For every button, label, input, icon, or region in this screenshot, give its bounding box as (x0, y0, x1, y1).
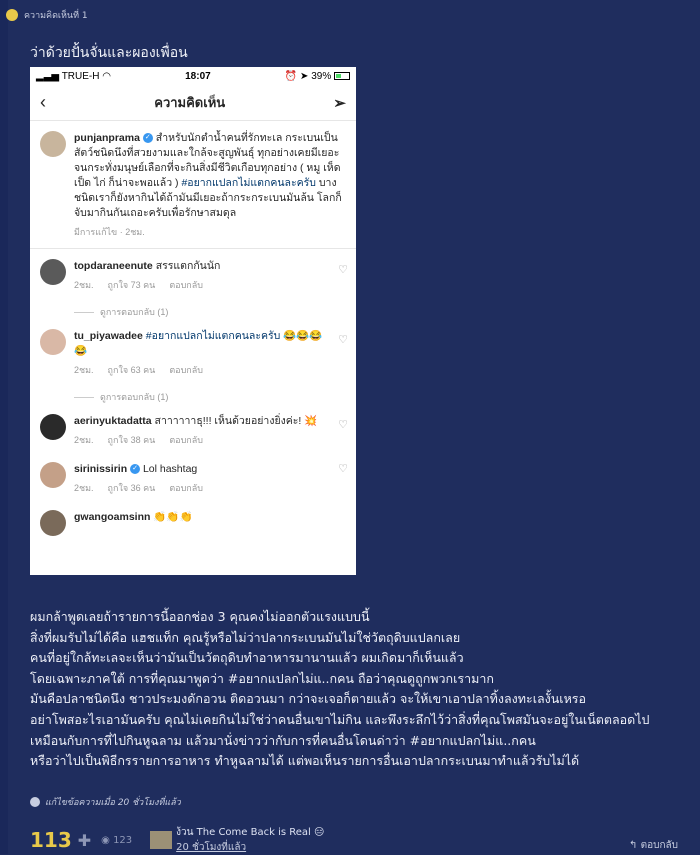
body-line: อย่าโพสอะไรเอามันครับ คุณไม่เคยกินไม่ใช่ว่าคนอื่นเขาไม่กิน และพึงระลึกไว้ว่าสิ่งที่คุณโพสมันจะอยู่ในเน็ตตลอดไป (30, 711, 650, 727)
reply-button[interactable] (629, 838, 678, 853)
avatar-icon (6, 9, 18, 21)
avatar (40, 462, 66, 488)
comment-time: 2ชม. (74, 280, 94, 290)
comment-item (30, 249, 356, 293)
body-line: มันคือปลาชนิดนึง ชาวประมงดักอวน ติดอวนมา กว่าจะเจอก็ตายแล้ว จะให้เขาเอาปลาทิ้งลงทะเลงั้นเหรอ (30, 691, 587, 707)
comment-likes[interactable]: ถูกใจ 38 คน (107, 435, 156, 445)
battery-icon (334, 72, 350, 80)
body-line: หรือว่าไปเป็นพิธีกรรายการอาหาร ทำหูฉลามได้ แต่พอเห็นรายการอื่นเอาปลากระเบนมาทำแล้วรับไม่ได้ (30, 753, 580, 769)
back-icon[interactable]: ‹ (40, 92, 46, 112)
reply-icon: ↰ (629, 840, 638, 851)
nav-bar (30, 85, 356, 121)
signal-icon: ▂▃▅ (36, 70, 60, 82)
comment-likes[interactable]: ถูกใจ 73 คน (107, 280, 156, 290)
body-line: โดยเฉพาะภาคใต้ การที่คุณมาพูดว่า #อยากแปลกไม่แ..กคน ถือว่าคุณดูถูกพวกเรามาก (30, 670, 494, 686)
battery-level: 39% (311, 70, 332, 82)
comment-item (30, 496, 356, 536)
caption-meta: มีการแก้ไข · 2ชม. (74, 227, 145, 237)
comment-text: สรรแตกกันนัก (155, 260, 221, 272)
comment-user[interactable]: sirinissirin (74, 463, 128, 475)
caption-text-2: บางชนิดเราก็ยังหากินได้ถ้ามันมีเยอะถ้ากระกระเบนมันล้น โลกก็จับมากินกันเถอะครับเพื่อรักษาสมดุล (74, 177, 342, 219)
nav-title: ความคิดเห็น (154, 95, 226, 110)
body-line: ผมกล้าพูดเลยถ้ารายการนี้ออกช่อง 3 คุณคงไม่ออกตัวแรงแบบนี้ (30, 609, 370, 624)
comment-time: 2ชม. (74, 483, 94, 493)
avatar[interactable] (150, 831, 172, 849)
comment-item (30, 404, 356, 448)
avatar (40, 259, 66, 285)
body-line: คนที่อยู่ใกล้ทะเลจะเห็นว่ามันเป็นวัตถุดิบทำอาหารมานานแล้ว ผมเกิดมาก็เห็นแล้ว (30, 650, 464, 666)
vote-count-label: 123 (113, 834, 133, 846)
avatar (40, 131, 66, 157)
carrier: TRUE-H (61, 70, 100, 82)
comment-text: Lol hashtag (142, 463, 198, 475)
send-icon[interactable]: ➢ (333, 94, 346, 112)
avatar (40, 414, 66, 440)
comment-number: ความคิดเห็นที่ 1 (24, 11, 88, 21)
heart-icon[interactable]: ♡ (338, 419, 348, 431)
verified-icon: ✓ (143, 133, 153, 143)
plus-icon[interactable]: ✚ (77, 830, 92, 850)
status-bar (30, 67, 356, 85)
comment-likes[interactable]: ถูกใจ 63 คน (107, 365, 156, 375)
reply-button[interactable]: ตอบกลับ (169, 280, 203, 290)
heart-icon[interactable]: ♡ (338, 264, 348, 276)
comment-user[interactable]: aerinyuktadatta (74, 415, 152, 427)
caption (30, 121, 356, 240)
view-replies[interactable] (30, 378, 356, 404)
heart-icon[interactable]: ♡ (338, 334, 348, 346)
view-replies-label[interactable]: ดูการตอบกลับ (1) (100, 392, 169, 402)
comment-text: #อยากแปลกไม่แตกคนละครับ 😂😂😂😂 (74, 330, 323, 357)
comment-item (30, 319, 356, 378)
caption-hashtag[interactable]: #อยากแปลกไม่แตกคนละครับ (181, 177, 316, 189)
comment-item (30, 448, 356, 496)
author (150, 825, 324, 855)
body-line: เหมือนกับการที่ไปกินหูฉลาม แล้วมานั่งข่าวว่ากับการที่คนอื่นโดนด่าว่า #อยากแปลกไม่แ..กคน (30, 732, 536, 748)
body-line: สิ่งที่ผมรับไม่ได้คือ แฮชแท็ก คุณรู้หรือไม่ว่าปลากระเบนมันไม่ใช่วัตถุดิบแปลกเลย (30, 629, 461, 645)
author-time: 20 ชั่วโมงที่แล้ว (176, 842, 247, 853)
heart-icon[interactable]: ♡ (338, 463, 348, 475)
view-replies[interactable] (30, 293, 356, 319)
author-name[interactable]: ง้วน The Come Back is Real 😑 (176, 827, 325, 838)
comment-header (6, 8, 88, 22)
comment-user[interactable]: tu_piyawadee (74, 330, 143, 342)
comment-subtitle: ว่าด้วยปั้นจั่นและผองเพื่อน (30, 45, 188, 61)
vote-score: 113 (30, 828, 72, 852)
avatar (40, 510, 66, 536)
caption-user[interactable]: punjanprama (74, 132, 140, 144)
comment-user[interactable]: gwangoamsinn (74, 511, 151, 523)
left-edge (0, 0, 8, 854)
edited-label: แก้ไขข้อความเมื่อ 20 ชั่วโมงที่แล้ว (45, 798, 181, 808)
edited-note (30, 795, 181, 809)
vote-count: ◉ 123 (101, 834, 133, 846)
comment-body (30, 607, 680, 772)
comment-time: 2ชม. (74, 435, 94, 445)
reply-button[interactable]: ตอบกลับ (169, 483, 203, 493)
verified-icon: ✓ (130, 464, 140, 474)
caption-text: สำหรับนักตำน้ำคนที่รักทะเล กระเบนเป็นสัตว์ชนิดนึงที่สวยงามและใกล้จะสูญพันธุ์ ทุกอย่างเคยมีเยอะจนกระทั่งมนุษย์เลือกที่จะกินสิ่งมีชีวิตเกือบทุกอย่าง ( หมู เห็ด เป็ด ไก่ ก็น่าจะพอแล้ว ) (74, 132, 341, 189)
reply-label[interactable]: ตอบกลับ (640, 840, 678, 851)
wifi-icon: ◠ (102, 70, 111, 82)
comment-user[interactable]: topdaraneenute (74, 260, 153, 272)
comment-text: 👏👏👏 (153, 511, 193, 523)
comment-footer (30, 826, 700, 854)
comment-text: สาาาาาาธุ!!! เห็นด้วยอย่างยิ่งค่ะ! 💥 (154, 415, 318, 427)
view-replies-label[interactable]: ดูการตอบกลับ (1) (100, 307, 169, 317)
clock-icon (30, 797, 40, 807)
instagram-screenshot (30, 67, 356, 575)
comment-time: 2ชม. (74, 365, 94, 375)
clock: 18:07 (185, 70, 211, 82)
avatar (40, 329, 66, 355)
comment-likes[interactable]: ถูกใจ 36 คน (107, 483, 156, 493)
reply-button[interactable]: ตอบกลับ (169, 365, 203, 375)
alarm-icon: ⏰ ➤ (284, 70, 309, 82)
reply-button[interactable]: ตอบกลับ (169, 435, 203, 445)
